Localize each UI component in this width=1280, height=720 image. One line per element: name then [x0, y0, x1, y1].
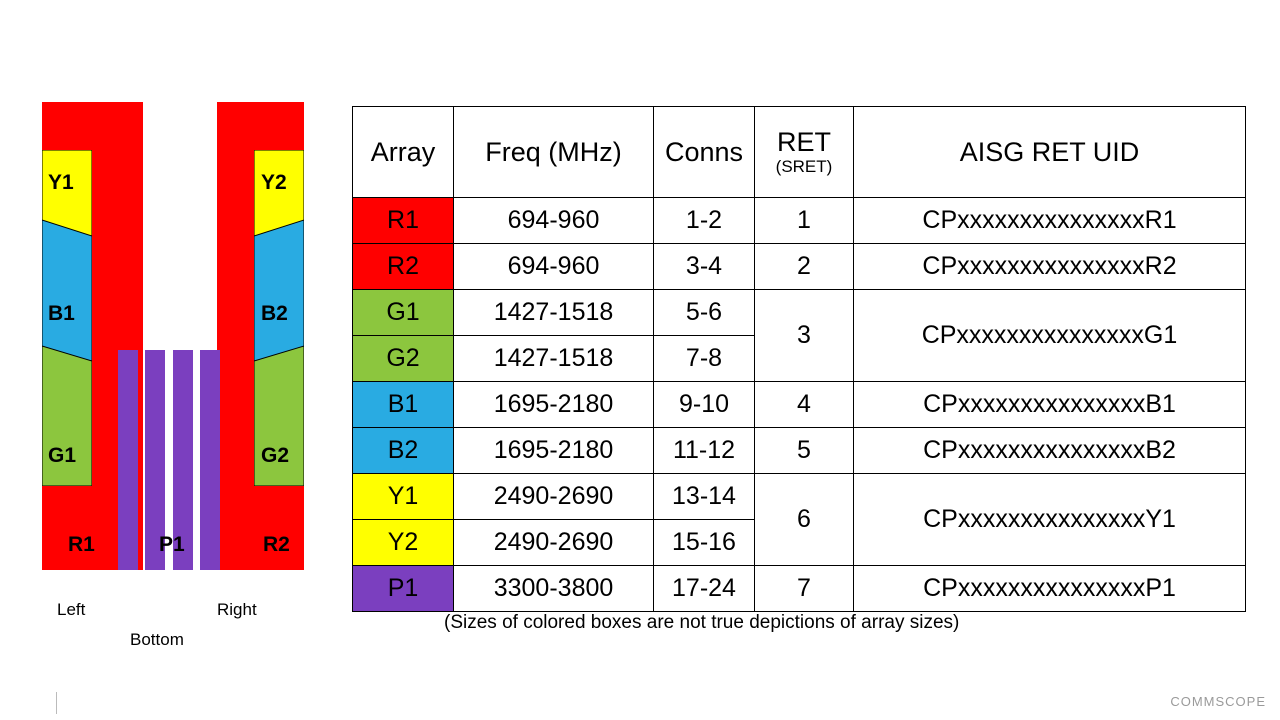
label-y1: Y1 [48, 171, 74, 194]
cell-uid: CPxxxxxxxxxxxxxxxB2 [854, 428, 1246, 474]
cell-uid: CPxxxxxxxxxxxxxxxY1 [854, 474, 1246, 566]
cell-conns: 5-6 [654, 290, 755, 336]
cell-freq: 3300-3800 [454, 566, 654, 612]
cell-array: P1 [353, 566, 454, 612]
cell-freq: 694-960 [454, 198, 654, 244]
cell-array: Y1 [353, 474, 454, 520]
cell-ret: 1 [755, 198, 854, 244]
label-r1: R1 [68, 533, 95, 556]
cell-freq: 2490-2690 [454, 520, 654, 566]
cell-uid: CPxxxxxxxxxxxxxxxG1 [854, 290, 1246, 382]
footer-divider [56, 692, 57, 714]
cell-freq: 1695-2180 [454, 428, 654, 474]
cell-conns: 13-14 [654, 474, 755, 520]
cell-uid: CPxxxxxxxxxxxxxxxR1 [854, 198, 1246, 244]
caption-right: Right [217, 600, 257, 619]
header-freq: Freq (MHz) [454, 107, 654, 198]
cell-ret: 4 [755, 382, 854, 428]
caption-bottom: Bottom [130, 630, 184, 649]
ret-uid-table [352, 106, 1246, 612]
cell-uid: CPxxxxxxxxxxxxxxxP1 [854, 566, 1246, 612]
label-g1: G1 [48, 444, 77, 467]
antenna-array-diagram [40, 100, 310, 575]
label-r2: R2 [263, 533, 290, 556]
header-uid: AISG RET UID [854, 107, 1246, 198]
cell-array: G1 [353, 290, 454, 336]
header-ret-main: RET [777, 127, 831, 158]
cell-array: B1 [353, 382, 454, 428]
cell-array: R2 [353, 244, 454, 290]
cell-conns: 7-8 [654, 336, 755, 382]
commscope-logo: COMMSCOPE [1170, 694, 1266, 709]
cell-array: R1 [353, 198, 454, 244]
cell-ret: 2 [755, 244, 854, 290]
array-block-p1-bar-1 [118, 350, 138, 570]
table-row [353, 290, 1246, 336]
table-row [353, 198, 1246, 244]
label-b1: B1 [48, 302, 75, 325]
cell-freq: 1695-2180 [454, 382, 654, 428]
cell-freq: 1427-1518 [454, 290, 654, 336]
cell-conns: 11-12 [654, 428, 755, 474]
label-g2: G2 [261, 444, 290, 467]
cell-conns: 9-10 [654, 382, 755, 428]
cell-uid: CPxxxxxxxxxxxxxxxB1 [854, 382, 1246, 428]
cell-array: B2 [353, 428, 454, 474]
header-ret-sub: (SRET) [775, 157, 833, 177]
label-y2: Y2 [261, 171, 287, 194]
table-row [353, 244, 1246, 290]
table-header-row [353, 107, 1246, 198]
label-p1: P1 [159, 533, 185, 556]
table-row [353, 428, 1246, 474]
cell-conns: 1-2 [654, 198, 755, 244]
table-row [353, 382, 1246, 428]
cell-ret: 3 [755, 290, 854, 382]
cell-freq: 1427-1518 [454, 336, 654, 382]
label-b2: B2 [261, 302, 288, 325]
array-block-p1-bar-4 [200, 350, 220, 570]
cell-array: G2 [353, 336, 454, 382]
cell-array: Y2 [353, 520, 454, 566]
cell-ret: 7 [755, 566, 854, 612]
cell-ret: 5 [755, 428, 854, 474]
cell-uid: CPxxxxxxxxxxxxxxxR2 [854, 244, 1246, 290]
header-ret [755, 107, 854, 198]
caption-left: Left [57, 600, 86, 619]
cell-ret: 6 [755, 474, 854, 566]
header-conns: Conns [654, 107, 755, 198]
cell-freq: 2490-2690 [454, 474, 654, 520]
cell-conns: 15-16 [654, 520, 755, 566]
cell-conns: 17-24 [654, 566, 755, 612]
cell-freq: 694-960 [454, 244, 654, 290]
table-row [353, 566, 1246, 612]
cell-conns: 3-4 [654, 244, 755, 290]
header-array: Array [353, 107, 454, 198]
table-row [353, 474, 1246, 520]
table-note: (Sizes of colored boxes are not true depictions of array sizes) [444, 612, 960, 633]
